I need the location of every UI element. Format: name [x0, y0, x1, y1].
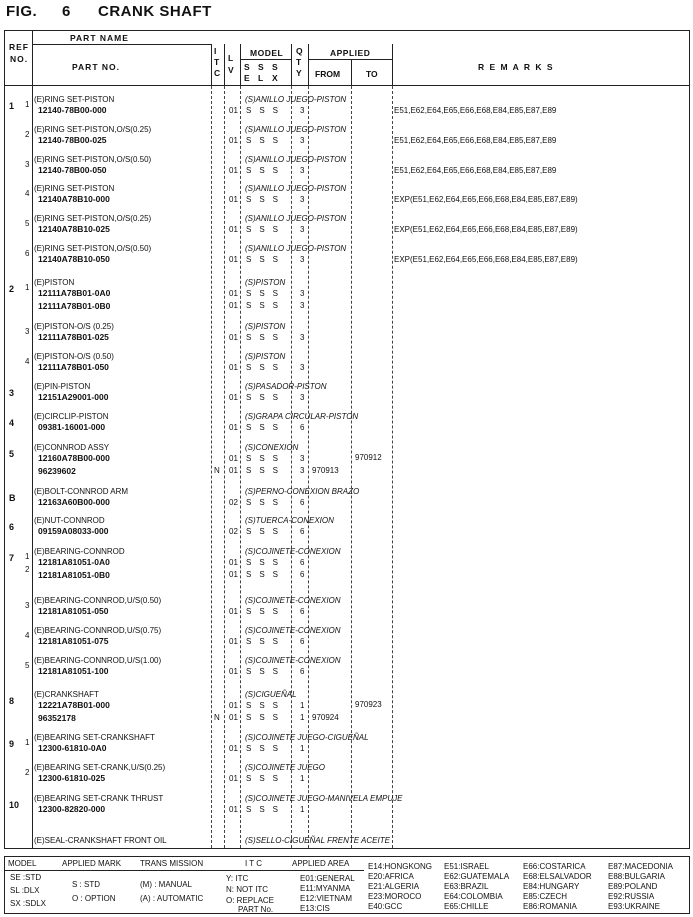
level: 01	[229, 289, 238, 298]
quantity: 1	[300, 701, 305, 710]
legend-area-entry: E88:BULGARIA	[608, 872, 665, 881]
model-flags: S S S	[246, 301, 279, 310]
part-name-spanish: (S)COJINETE-CONEXION	[245, 596, 341, 605]
part-number: 12140A78B10-000	[38, 194, 110, 204]
legend-area-entry: E01:GENERAL	[300, 874, 355, 883]
level: 01	[229, 255, 238, 264]
sub-number: 1	[25, 738, 30, 747]
model-flags: S S S	[246, 225, 279, 234]
part-number: 12181A81051-0B0	[38, 570, 110, 580]
model-sub-row1: S S S	[244, 62, 278, 72]
legend-trans-manual: (M) : MANUAL	[140, 880, 192, 889]
quantity: 3	[300, 363, 305, 372]
model-flags: S S S	[246, 289, 279, 298]
model-flags: S S S	[246, 498, 279, 507]
sub-number: 1	[25, 100, 30, 109]
legend-area-entry: E63:BRAZIL	[444, 882, 489, 891]
sub-number: 5	[25, 661, 30, 670]
remarks: EXP(E51,E62,E64,E65,E66,E68,E84,E85,E87,E89)	[394, 195, 578, 204]
applied-from: 970913	[312, 466, 339, 475]
applied-to: 970923	[355, 700, 382, 709]
model-flags: S S S	[246, 527, 279, 536]
model-flags: S S S	[246, 805, 279, 814]
part-number: 12181A81051-0A0	[38, 557, 110, 567]
page-title: CRANK SHAFT	[98, 3, 212, 20]
remarks: E51,E62,E64,E65,E66,E68,E84,E85,E87,E89	[394, 106, 557, 115]
part-number: 12140-78B00-000	[38, 105, 107, 115]
quantity: 6	[300, 558, 305, 567]
level: 01	[229, 136, 238, 145]
remarks: E51,E62,E64,E65,E66,E68,E84,E85,E87,E89	[394, 136, 557, 145]
remarks: E51,E62,E64,E65,E66,E68,E84,E85,E87,E89	[394, 166, 557, 175]
legend-itc-y: Y: ITC	[226, 874, 249, 883]
quantity: 3	[300, 454, 305, 463]
level: 01	[229, 805, 238, 814]
legend-itc-partno: PART No.	[238, 905, 274, 914]
ref-number: B	[9, 493, 16, 503]
legend-mark-option: O : OPTION	[72, 894, 116, 903]
legend-itc-o: O: REPLACE	[226, 896, 275, 905]
part-name: (E)CRANKSHAFT	[34, 690, 99, 699]
part-number: 12140A78B10-050	[38, 254, 110, 264]
quantity: 3	[300, 255, 305, 264]
part-number: 12151A29001-000	[38, 392, 109, 402]
remarks: EXP(E51,E62,E64,E65,E66,E68,E84,E85,E87,E89)	[394, 225, 578, 234]
quantity: 3	[300, 333, 305, 342]
level: 01	[229, 333, 238, 342]
legend-model-sl: SL :DLX	[10, 886, 40, 895]
legend-area-entry: E85:CZECH	[523, 892, 568, 901]
quantity: 3	[300, 466, 305, 475]
level: 01	[229, 637, 238, 646]
sub-number: 2	[25, 768, 30, 777]
model-flags: S S S	[246, 363, 279, 372]
level: 01	[229, 701, 238, 710]
level: 01	[229, 301, 238, 310]
part-name-spanish: (S)PISTON	[245, 322, 286, 331]
part-name: (E)BEARING SET-CRANK,U/S(0.25)	[34, 763, 166, 772]
legend-area-entry: E66:COSTARICA	[523, 862, 586, 871]
legend-area-entry: E68:ELSALVADOR	[523, 872, 592, 881]
ref-number: 6	[9, 522, 15, 532]
sub-number: 3	[25, 327, 30, 336]
itc-header: I T C	[214, 46, 221, 78]
sub-number: 6	[25, 249, 30, 258]
quantity: 1	[300, 744, 305, 753]
part-number: 12181A81051-100	[38, 666, 109, 676]
qty-header: Q T Y	[296, 46, 303, 78]
part-name-spanish: (S)PASADOR-PISTON	[245, 382, 327, 391]
legend-area-entry: E89:POLAND	[608, 882, 658, 891]
level: 01	[229, 667, 238, 676]
level: 01	[229, 363, 238, 372]
model-sub-row2: E L X	[244, 73, 278, 83]
legend-trans-auto: (A) : AUTOMATIC	[140, 894, 204, 903]
part-name: (E)RING SET-PISTON	[34, 95, 115, 104]
model-flags: S S S	[246, 333, 279, 342]
part-no-header: PART NO.	[72, 62, 120, 72]
quantity: 3	[300, 289, 305, 298]
model-flags: S S S	[246, 136, 279, 145]
part-name: (E)PISTON-O/S (0.50)	[34, 352, 114, 361]
ref-number: 7	[9, 553, 15, 563]
part-number: 12163A60B00-000	[38, 497, 110, 507]
part-name: (E)CIRCLIP-PISTON	[34, 412, 109, 421]
legend-area-entry: E11:MYANMA	[300, 884, 351, 893]
part-name-spanish: (S)COJINETE-CONEXION	[245, 547, 341, 556]
part-name: (E)PISTON	[34, 278, 75, 287]
model-flags: S S S	[246, 195, 279, 204]
part-number: 12300-82820-000	[38, 804, 106, 814]
sub-number: 5	[25, 219, 30, 228]
part-name-spanish: (S)PISTON	[245, 352, 286, 361]
level: 02	[229, 498, 238, 507]
legend-model-head: MODEL	[8, 859, 37, 868]
part-name: (E)RING SET-PISTON,O/S(0.25)	[34, 125, 152, 134]
sub-number: 4	[25, 631, 30, 640]
part-name: (E)BEARING SET-CRANKSHAFT	[34, 733, 155, 742]
sub-number: 3	[25, 601, 30, 610]
level: 01	[229, 570, 238, 579]
ref-number: 5	[9, 449, 15, 459]
legend-area-entry: E86:ROMANIA	[523, 902, 577, 911]
quantity: 1	[300, 713, 305, 722]
legend-trans-head: TRANS MISSION	[140, 859, 204, 868]
level: 01	[229, 774, 238, 783]
legend-area-entry: E23:MOROCO	[368, 892, 422, 901]
model-header: MODEL	[250, 48, 284, 58]
ref-number: 3	[9, 388, 15, 398]
quantity: 6	[300, 423, 305, 432]
applied-to: 970912	[355, 453, 382, 462]
part-number: 12300-61810-025	[38, 773, 106, 783]
part-name-spanish: (S)CONEXION	[245, 443, 299, 452]
quantity: 6	[300, 527, 305, 536]
quantity: 3	[300, 106, 305, 115]
legend-area-entry: E92:RUSSIA	[608, 892, 655, 901]
quantity: 6	[300, 570, 305, 579]
quantity: 3	[300, 393, 305, 402]
ref-number: 9	[9, 739, 15, 749]
part-name-spanish: (S)CIGUEÑAL	[245, 690, 297, 699]
quantity: 1	[300, 805, 305, 814]
part-number: 12111A78B01-0A0	[38, 288, 111, 298]
level: 01	[229, 466, 238, 475]
quantity: 6	[300, 667, 305, 676]
level: 01	[229, 454, 238, 463]
part-name: (E)RING SET-PISTON,O/S(0.25)	[34, 214, 152, 223]
part-name: (E)RING SET-PISTON,O/S(0.50)	[34, 244, 152, 253]
part-number: 96239602	[38, 466, 76, 476]
part-number: 12111A78B01-025	[38, 332, 109, 342]
level: 01	[229, 225, 238, 234]
part-number: 12111A78B01-050	[38, 362, 109, 372]
model-flags: S S S	[246, 454, 279, 463]
part-name-spanish: (S)SELLO-CIGUEÑAL FRENTE ACEITE	[245, 836, 390, 845]
model-flags: S S S	[246, 744, 279, 753]
model-flags: S S S	[246, 701, 279, 710]
model-flags: S S S	[246, 637, 279, 646]
quantity: 3	[300, 166, 305, 175]
applied-from: 970924	[312, 713, 339, 722]
part-name-spanish: (S)COJINETE JUEGO	[245, 763, 326, 772]
part-number: 12181A81051-050	[38, 606, 109, 616]
ref-number: 8	[9, 696, 15, 706]
legend-area-entry: E12:VIETNAM	[300, 894, 353, 903]
level: 01	[229, 166, 238, 175]
part-number: 96352178	[38, 713, 76, 723]
model-flags: S S S	[246, 774, 279, 783]
part-name-spanish: (S)ANILLO JUEGO-PISTON	[245, 125, 347, 134]
part-name: (E)SEAL-CRANKSHAFT FRONT OIL	[34, 836, 167, 845]
part-number: 12140A78B10-025	[38, 224, 110, 234]
quantity: 6	[300, 498, 305, 507]
itc-flag: N	[214, 466, 220, 475]
part-name-spanish: (S)COJINETE-CONEXION	[245, 626, 341, 635]
part-number: 12140-78B00-050	[38, 165, 107, 175]
quantity: 3	[300, 225, 305, 234]
lv-header: L V	[228, 53, 234, 75]
model-flags: S S S	[246, 393, 279, 402]
fig-number: 6	[62, 3, 71, 20]
ref-number: 1	[9, 101, 15, 111]
part-name-header: PART NAME	[70, 33, 129, 43]
level: 01	[229, 393, 238, 402]
part-name: (E)BOLT-CONNROD ARM	[34, 487, 129, 496]
quantity: 1	[300, 774, 305, 783]
part-name: (E)PISTON-O/S (0.25)	[34, 322, 114, 331]
model-flags: S S S	[246, 667, 279, 676]
legend-applied-mark-head: APPLIED MARK	[62, 859, 122, 868]
legend-area-entry: E20:AFRICA	[368, 872, 414, 881]
legend-area-entry: E21:ALGERIA	[368, 882, 420, 891]
part-name: (E)RING SET-PISTON	[34, 184, 115, 193]
part-name: (E)BEARING-CONNROD	[34, 547, 125, 556]
part-name: (E)BEARING-CONNROD,U/S(1.00)	[34, 656, 162, 665]
level: 01	[229, 423, 238, 432]
quantity: 6	[300, 607, 305, 616]
part-number: 12140-78B00-025	[38, 135, 107, 145]
part-number: 12160A78B00-000	[38, 453, 110, 463]
legend-area-entry: E93:UKRAINE	[608, 902, 661, 911]
part-name-spanish: (S)PERNO-CONEXION BRAZO	[245, 487, 360, 496]
from-header: FROM	[315, 69, 341, 79]
fig-label: FIG.	[6, 3, 38, 20]
legend-itc-n: N: NOT ITC	[226, 885, 269, 894]
part-name-spanish: (S)PISTON	[245, 278, 286, 287]
quantity: 6	[300, 637, 305, 646]
legend-area-entry: E62:GUATEMALA	[444, 872, 510, 881]
legend-area-entry: E65:CHILLE	[444, 902, 489, 911]
model-flags: S S S	[246, 255, 279, 264]
part-name-spanish: (S)ANILLO JUEGO-PISTON	[245, 184, 347, 193]
legend-mark-std: S : STD	[72, 880, 101, 889]
legend-area-entry: E13:CIS	[300, 904, 330, 913]
part-name-spanish: (S)COJINETE JUEGO-CIGUEÑAL	[245, 733, 369, 742]
sub-number: 1	[25, 552, 30, 561]
sub-number: 4	[25, 189, 30, 198]
level: 01	[229, 713, 238, 722]
level: 01	[229, 558, 238, 567]
itc-flag: N	[214, 713, 220, 722]
part-name-spanish: (S)COJINETE JUEGO-MANIVELA EMPUJE	[245, 794, 403, 803]
part-name-spanish: (S)ANILLO JUEGO-PISTON	[245, 155, 347, 164]
part-name: (E)NUT-CONNROD	[34, 516, 105, 525]
model-flags: S S S	[246, 423, 279, 432]
model-flags: S S S	[246, 106, 279, 115]
remarks: EXP(E51,E62,E64,E65,E66,E68,E84,E85,E87,E89)	[394, 255, 578, 264]
level: 02	[229, 527, 238, 536]
level: 01	[229, 106, 238, 115]
legend-area-entry: E84:HUNGARY	[523, 882, 580, 891]
part-number: 09381-16001-000	[38, 422, 106, 432]
part-name: (E)CONNROD ASSY	[34, 443, 110, 452]
level: 01	[229, 744, 238, 753]
legend-model-se: SE :STD	[10, 873, 42, 882]
sub-number: 4	[25, 357, 30, 366]
ref-number: 10	[9, 800, 20, 810]
level: 01	[229, 195, 238, 204]
part-name-spanish: (S)ANILLO JUEGO-PISTON	[245, 214, 347, 223]
model-flags: S S S	[246, 466, 279, 475]
model-flags: S S S	[246, 713, 279, 722]
applied-header: APPLIED	[330, 48, 371, 58]
part-number: 12111A78B01-0B0	[38, 301, 111, 311]
part-name-spanish: (S)COJINETE-CONEXION	[245, 656, 341, 665]
legend-itc-head: I T C	[245, 859, 263, 868]
model-flags: S S S	[246, 607, 279, 616]
legend-area-head: APPLIED AREA	[292, 859, 350, 868]
quantity: 3	[300, 195, 305, 204]
sub-number: 2	[25, 565, 30, 574]
part-name-spanish: (S)GRAPA CIRCULAR-PISTON	[245, 412, 359, 421]
part-number: 12221A78B01-000	[38, 700, 110, 710]
legend-area-entry: E40:GCC	[368, 902, 403, 911]
part-number: 12300-61810-0A0	[38, 743, 107, 753]
ref-number: 2	[9, 284, 15, 294]
part-name: (E)RING SET-PISTON,O/S(0.50)	[34, 155, 152, 164]
sub-number: 3	[25, 160, 30, 169]
part-name-spanish: (S)ANILLO JUEGO-PISTON	[245, 95, 347, 104]
quantity: 3	[300, 301, 305, 310]
part-name: (E)BEARING-CONNROD,U/S(0.50)	[34, 596, 162, 605]
sub-number: 2	[25, 130, 30, 139]
part-name: (E)BEARING-CONNROD,U/S(0.75)	[34, 626, 162, 635]
part-name-spanish: (S)ANILLO JUEGO-PISTON	[245, 244, 347, 253]
legend-area-entry: E87:MACEDONIA	[608, 862, 673, 871]
ref-number: 4	[9, 418, 15, 428]
part-number: 09159A08033-000	[38, 526, 109, 536]
remarks-header: R E M A R K S	[478, 62, 555, 72]
part-number: 12181A81051-075	[38, 636, 109, 646]
level: 01	[229, 607, 238, 616]
quantity: 3	[300, 136, 305, 145]
model-flags: S S S	[246, 570, 279, 579]
part-name: (E)PIN-PISTON	[34, 382, 91, 391]
part-name: (E)BEARING SET-CRANK THRUST	[34, 794, 164, 803]
model-flags: S S S	[246, 558, 279, 567]
legend-area-entry: E14:HONGKONG	[368, 862, 433, 871]
part-name-spanish: (S)TUERCA-CONEXION	[245, 516, 334, 525]
legend-area-entry: E64:COLOMBIA	[444, 892, 503, 901]
legend-area-entry: E51:ISRAEL	[444, 862, 489, 871]
model-flags: S S S	[246, 166, 279, 175]
ref-no-header: REF NO.	[9, 42, 29, 64]
sub-number: 1	[25, 283, 30, 292]
to-header: TO	[366, 69, 378, 79]
legend-model-sx: SX :SDLX	[10, 899, 47, 908]
